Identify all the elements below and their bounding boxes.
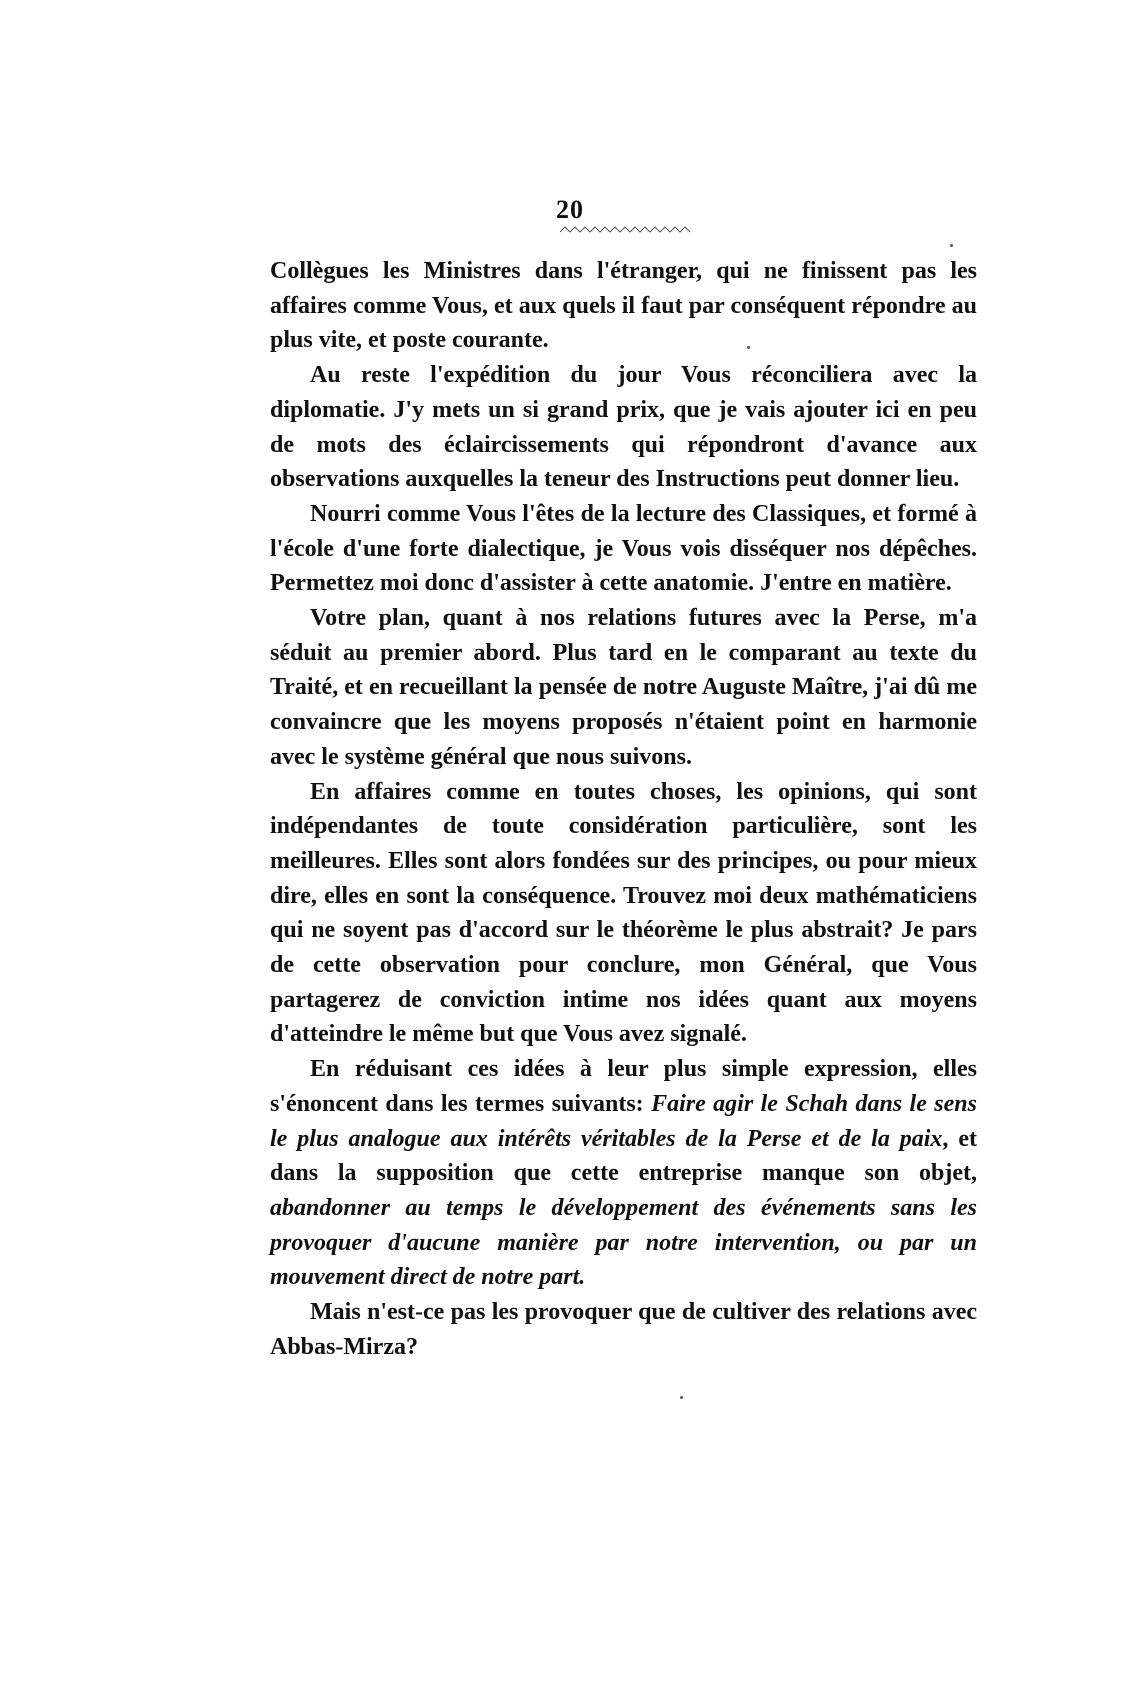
paragraph: Mais n'est-ce pas les provoquer que de cultiver des relations avec Abbas-Mirza? — [270, 1299, 977, 1360]
paragraph: Au reste l'expédition du jour Vous réconciliera avec la diplomatie. J'y mets un si grand prix, que je vais ajouter ici en peu de mots des éclaircissements qui répondront d'avance aux observations auxquelles la teneur des Instructions peut donner lieu. — [270, 362, 977, 493]
paragraph-text: , et dans la supposition que cette entreprise manque son objet, — [270, 1125, 977, 1187]
paragraph: Collègues les Ministres dans l'étranger, qui ne finissent pas les affaires comme Vous, et aux quels il faut par conséquent répondre au plus vite, et poste courante. — [270, 258, 977, 354]
paragraph-text: En réduisant ces idées à leur plus simple expression, elles s'énoncent dans les termes suivants: — [270, 1056, 977, 1117]
paragraph: En affaires comme en toutes choses, les opinions, qui sont indépendantes de toute considération particulière, sont les meilleures. Elles sont alors fondées sur des principes, ou pour mieux dire, elles en sont la conséquence. Trouvez moi deux mathématiciens qui ne soyent pas d'accord sur le théorème le plus abstrait? Je pars de cette observation pour conclure, mon Général, que Vous partagerez de conviction intime nos idées quant aux moyens d'atteindre le même but que Vous avez signalé. — [270, 778, 977, 1048]
paragraph — [270, 1052, 977, 1295]
page-number: 20 — [556, 195, 584, 224]
paragraph: Nourri comme Vous l'êtes de la lecture des Classiques, et formé à l'école d'une forte dialectique, je Vous vois disséquer nos dépêches. Permettez moi donc d'assister à cette anatomie. J'entre en matière. — [270, 500, 977, 597]
print-speck — [680, 1396, 683, 1399]
body-text — [270, 254, 977, 1365]
paragraph: Votre plan, quant à nos relations futures avec la Perse, m'a séduit au premier abord. Plus tard en le comparant au texte du Traité, et en recueillant la pensée de notre Auguste Maître, j'ai dû me convaincre que les moyens proposés n'étaient point en harmonie avec le système général que nous suivons. — [270, 605, 977, 770]
print-speck — [747, 346, 750, 349]
print-speck — [950, 244, 953, 247]
italic-quote: abandonner au temps le développement des événements sans les provoquer d'aucune manière par notre intervention, ou par un mouvement direct de notre part. — [270, 1194, 977, 1291]
ornament-rule — [560, 224, 690, 236]
italic-quote: Faire agir le Schah dans le sens le plus analogue aux intérêts véritables de la Perse et de la paix — [270, 1090, 977, 1152]
